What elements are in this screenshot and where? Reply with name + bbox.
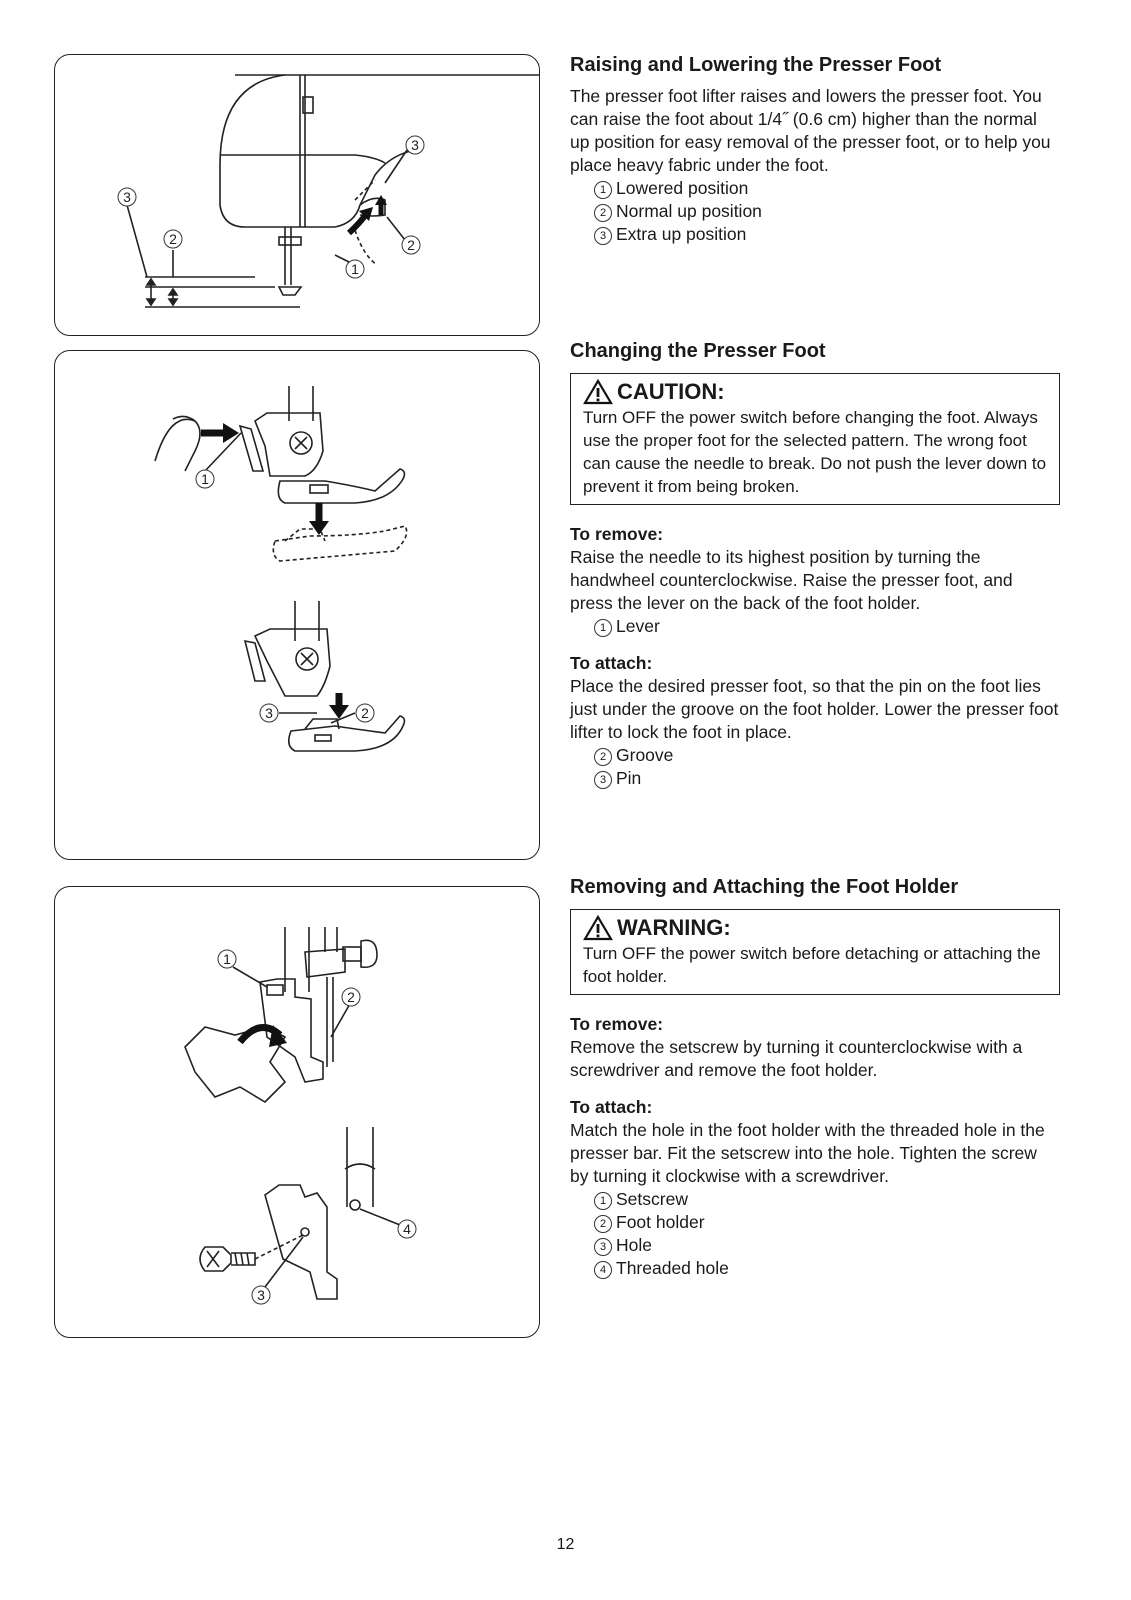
list-item: 1 Setscrew	[570, 1188, 1060, 1211]
warning-box	[570, 909, 1060, 995]
section-heading: Raising and Lowering the Presser Foot	[570, 54, 942, 76]
list-item: 4 Threaded hole	[570, 1257, 1060, 1280]
section-heading: Changing the Presser Foot	[570, 340, 826, 362]
list-item: 2 Foot holder	[570, 1211, 1060, 1234]
fig3-label-1: 1	[223, 951, 231, 967]
attach-body: Match the hole in the foot holder with the threaded hole in the presser bar. Fit the setscrew into the hole. Tighten the screw by turning it clockwise with a screwdriver.	[570, 1120, 1045, 1186]
fig2-label-3: 3	[265, 705, 273, 721]
attach-body: Place the desired presser foot, so that the pin on the foot lies just under the groove on the foot holder. Lower the presser foot lifter to lock the foot in place.	[570, 676, 1059, 742]
section-raising-lowering	[570, 54, 1060, 246]
attach-list	[570, 744, 1060, 790]
attach-subhead: To attach:	[570, 1097, 653, 1117]
list-item: 1 Lever	[570, 615, 1060, 638]
list-item: 3 Hole	[570, 1234, 1060, 1257]
caution-box	[570, 373, 1060, 505]
page-number: 12	[556, 1536, 575, 1553]
fig1-label-2a: 2	[169, 231, 177, 247]
warning-body: Turn OFF the power switch before detaching or attaching the foot holder.	[583, 944, 1041, 986]
figure-foot-holder	[54, 886, 540, 1338]
remove-subhead: To remove:	[570, 524, 664, 544]
remove-body: Remove the setscrew by turning it counterclockwise with a screwdriver and remove the foot holder.	[570, 1037, 1023, 1080]
fig3-label-2: 2	[347, 989, 355, 1005]
fig3-label-3: 3	[257, 1287, 265, 1303]
list-item: 3 Pin	[570, 767, 1060, 790]
section-body: The presser foot lifter raises and lowers the presser foot. You can raise the foot about 1/4˝ (0.6 cm) higher than the normal up position for easy removal of the presser foot, or to help you place heavy fabric under the foot.	[570, 86, 1051, 175]
changing-foot-illustration	[55, 351, 540, 860]
fig3-label-4: 4	[403, 1221, 411, 1237]
remove-subhead: To remove:	[570, 1014, 664, 1034]
holder-parts-list	[570, 1188, 1060, 1280]
remove-body: Raise the needle to its highest position by turning the handwheel counterclockwise. Raise the presser foot, and press the lever on the back of the foot holder.	[570, 547, 1013, 613]
list-item: 2 Normal up position	[570, 200, 1060, 223]
caution-body: Turn OFF the power switch before changing the foot. Always use the proper foot for the selected pattern. The wrong foot can cause the needle to break. Do not push the lever down to prevent it from being broken.	[583, 408, 1047, 496]
section-changing-foot	[570, 340, 1060, 790]
attach-subhead: To attach:	[570, 653, 653, 673]
list-item: 1 Lowered position	[570, 177, 1060, 200]
section-foot-holder	[570, 876, 1060, 1280]
fig2-label-1: 1	[201, 471, 209, 487]
position-list	[570, 177, 1060, 246]
fig2-label-2: 2	[361, 705, 369, 721]
list-item: 3 Extra up position	[570, 223, 1060, 246]
caution-title: CAUTION:	[617, 379, 725, 404]
list-item: 2 Groove	[570, 744, 1060, 767]
presser-foot-lifter-illustration	[55, 55, 540, 336]
fig1-label-2b: 2	[407, 237, 415, 253]
warning-title: WARNING:	[617, 915, 731, 940]
figure-presser-foot-lifter	[54, 54, 540, 336]
fig1-label-3a: 3	[123, 189, 131, 205]
section-heading: Removing and Attaching the Foot Holder	[570, 876, 959, 898]
figure-changing-presser-foot	[54, 350, 540, 860]
fig1-label-3b: 3	[411, 137, 419, 153]
warning-triangle-icon	[583, 379, 613, 405]
remove-list	[570, 615, 1060, 638]
warning-triangle-icon	[583, 915, 613, 941]
fig1-label-1: 1	[351, 261, 359, 277]
foot-holder-illustration	[55, 887, 540, 1338]
